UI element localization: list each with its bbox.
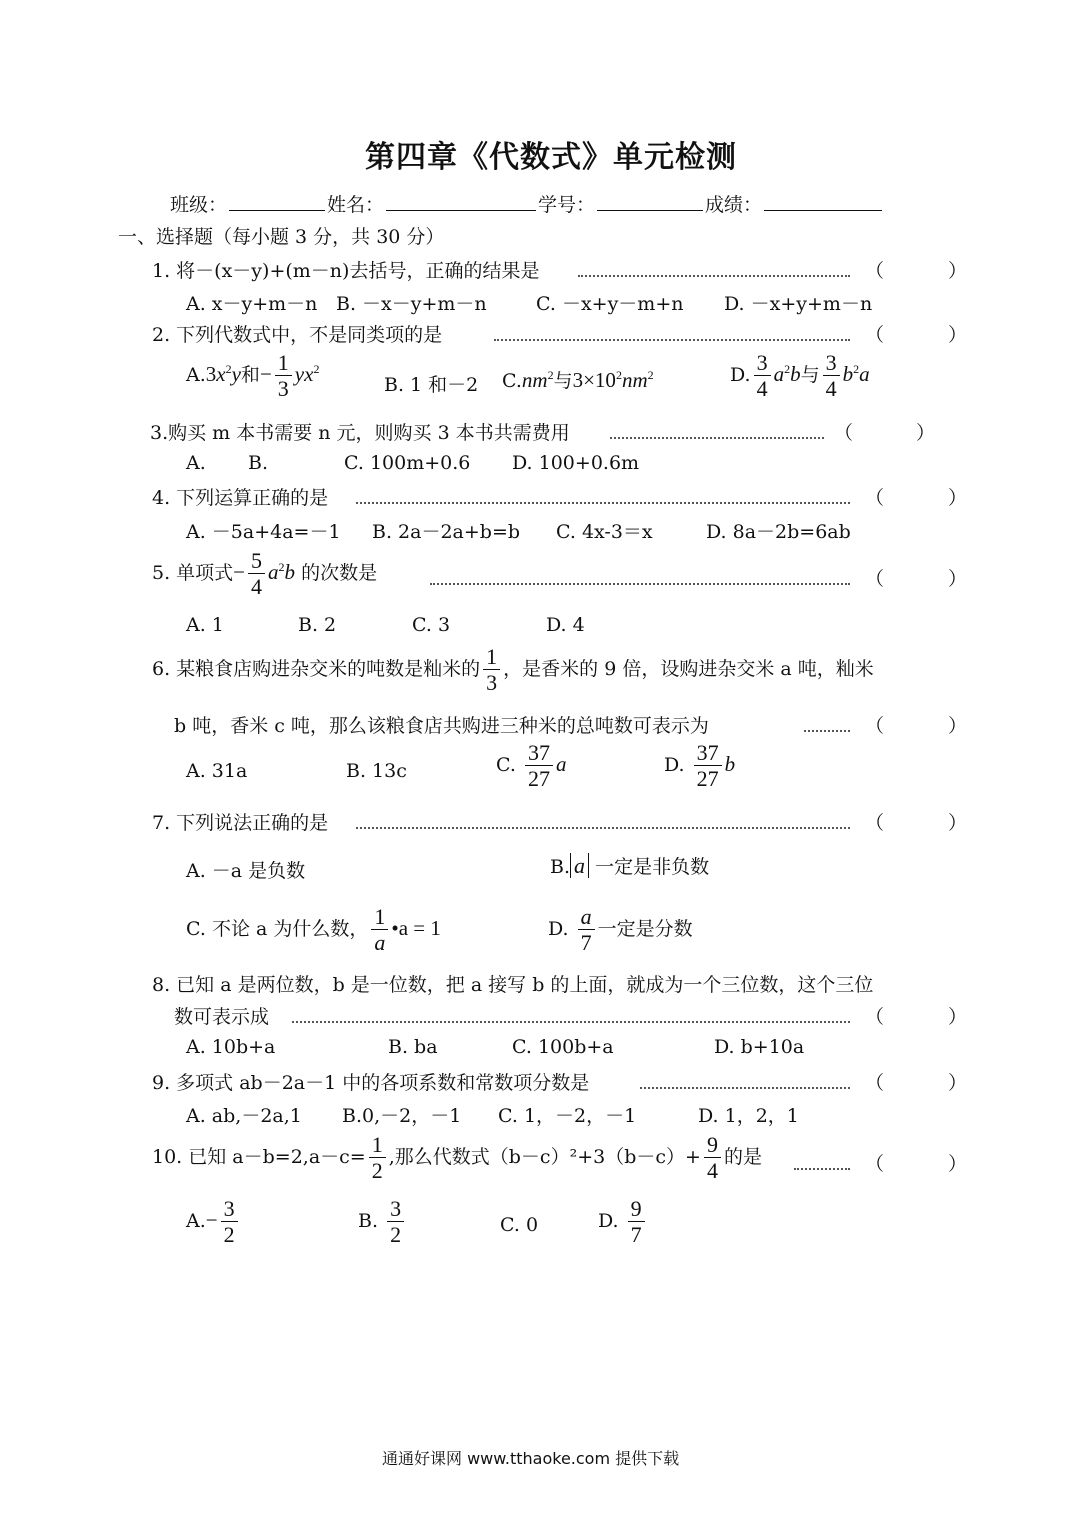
question-10-option-c: C. 0 [500,1214,539,1236]
fraction: $\frac{3}{4}$ [823,350,840,402]
question-10-option-b: B. $\frac{3}{2}$ [358,1196,407,1248]
footer-source: 通通好课网 www.tthaoke.com 提供下载 [382,1449,680,1468]
question-4-option-d: D. 8a－2b=6ab [706,521,851,543]
question-6-option-d: D. $\frac{37}{27}$ b [664,740,736,792]
leader-dots [794,1168,850,1170]
name-field[interactable] [386,192,536,211]
leader-dots [356,502,850,504]
question-5-stem: 5. 单项式− $\frac{5}{4}$ $a^2b$ 的次数是 [152,548,378,600]
question-6-line-1: 6. 某粮食店购进杂交米的吨数是籼米的 $\frac{1}{3}$ ，是香米的 9 倍，设购进杂交米 a 吨，籼米 [152,644,874,696]
page-title: 第四章《代数式》单元检测 [365,140,737,175]
answer-paren-left: （ [865,1072,885,1094]
answer-paren-left: （ [865,568,885,590]
answer-paren-right: ） [948,812,968,834]
leader-dots [356,827,850,829]
leader-dots [578,275,850,277]
question-7-option-c: C. 不论 a 为什么数， $\frac{1}{a}$ •a = 1 [186,904,441,956]
question-2-option-a: $A.3x^2y$和− $\frac{1}{3}$ $yx^2$ [186,350,320,402]
question-1-stem: 1. 将－(x－y)+(m－n)去括号，正确的结果是 [152,260,540,282]
answer-paren-left: （ [865,812,885,834]
question-3-option-b: B. [248,452,269,474]
class-field[interactable] [229,192,325,211]
score-field[interactable] [764,192,882,211]
fraction: $\frac{1}{2}$ [369,1132,386,1184]
answer-paren-left: （ [865,1006,885,1028]
fraction: $\frac{9}{4}$ [704,1132,721,1184]
question-1-option-b: B. －x－y+m－n [336,293,487,315]
question-2-stem: 2. 下列代数式中，不是同类项的是 [152,324,443,346]
answer-paren-left: （ [865,715,885,737]
question-4-option-c: C. 4x-3＝x [556,521,653,543]
question-9-option-b: B.0,－2，－1 [342,1105,462,1127]
question-8-option-c: C. 100b+a [512,1036,614,1058]
answer-paren-right: ） [948,715,968,737]
question-8-option-a: A. 10b+a [186,1036,276,1058]
question-10-option-a: A.− $\frac{3}{2}$ [186,1196,241,1248]
question-9-option-a: A. ab,－2a,1 [186,1105,302,1127]
question-4-option-b: B. 2a－2a+b=b [372,521,521,543]
score-label: 成绩： [705,194,763,216]
question-10-stem: 10. 已知 a－b=2,a－c= $\frac{1}{2}$ ,那么代数式（b－c）²+3（b－c）+ $\frac{9}{4}$ 的是 [152,1132,762,1184]
student-no-label: 学号： [538,194,596,216]
answer-paren-left: （ [834,422,854,444]
question-5-option-d: D. 4 [546,614,585,636]
answer-paren-right: ） [948,1153,968,1175]
answer-paren-left: （ [865,487,885,509]
question-5-option-a: A. 1 [186,614,224,636]
question-3-option-c: C. 100m+0.6 [344,452,471,474]
fraction: $\frac{9}{7}$ [628,1196,645,1248]
question-3-option-a: A. [186,452,206,474]
answer-paren-right: ） [948,260,968,282]
question-2-option-b: B. 1 和－2 [384,374,479,396]
fraction: $\frac{1}{a}$ [371,904,388,956]
leader-dots [494,339,850,341]
question-9-stem: 9. 多项式 ab－2a－1 中的各项系数和常数项分数是 [152,1072,590,1094]
question-7-stem: 7. 下列说法正确的是 [152,812,329,834]
question-5-option-b: B. 2 [298,614,337,636]
student-info-row [170,190,884,217]
answer-paren-left: （ [865,1153,885,1175]
answer-paren-right: ） [948,568,968,590]
question-6-option-b: B. 13c [346,760,407,782]
name-label: 姓名： [327,194,385,216]
question-9-option-c: C. 1，－2，－1 [498,1105,637,1127]
question-8-line-2: 数可表示成 [174,1006,270,1028]
fraction: $\frac{3}{2}$ [387,1196,404,1248]
fraction: $\frac{37}{27}$ [694,740,722,792]
question-6-line-2: b 吨，香米 c 吨，那么该粮食店共购进三种米的总吨数可表示为 [174,715,709,737]
answer-paren-right: ） [948,1072,968,1094]
leader-dots [292,1021,850,1023]
question-7-option-d: D. $\frac{a}{7}$ 一定是分数 [548,904,693,956]
student-no-field[interactable] [597,192,703,211]
question-2-option-c: $C.nm^2$与$3\times 10^2nm^2$ [502,368,654,392]
question-5-option-c: C. 3 [412,614,451,636]
leader-dots [804,730,850,732]
question-8-line-1: 8. 已知 a 是两位数，b 是一位数，把 a 接写 b 的上面，就成为一个三位数，这个三位 [152,974,874,996]
question-6-option-c: C. $\frac{37}{27}$ a [496,740,567,792]
question-6-option-a: A. 31a [186,760,248,782]
answer-paren-left: （ [865,324,885,346]
question-4-option-a: A. －5a+4a=－1 [186,521,341,543]
leader-dots [430,583,850,585]
question-9-option-d: D. 1，2，1 [698,1105,799,1127]
answer-paren-left: （ [865,260,885,282]
fraction: $\frac{1}{3}$ [275,350,292,402]
question-4-stem: 4. 下列运算正确的是 [152,487,329,509]
question-8-option-b: B. ba [388,1036,438,1058]
answer-paren-right: ） [948,487,968,509]
answer-paren-right: ） [916,422,936,444]
leader-dots [610,437,824,439]
fraction: $\frac{a}{7}$ [578,904,595,956]
fraction: $\frac{5}{4}$ [248,548,265,600]
fraction: $\frac{3}{2}$ [221,1196,238,1248]
question-2-option-d: D. $\frac{3}{4}$ $a^2b$与 $\frac{3}{4}$ $b^2a$ [730,350,870,402]
question-7-option-a: A. －a 是负数 [186,860,306,882]
fraction: $\frac{3}{4}$ [754,350,771,402]
question-10-option-d: D. $\frac{9}{7}$ [598,1196,648,1248]
question-8-option-d: D. b+10a [714,1036,805,1058]
question-1-option-d: D. －x+y+m－n [724,293,873,315]
question-3-option-d: D. 100+0.6m [512,452,640,474]
fraction: $\frac{1}{3}$ [483,644,500,696]
answer-paren-right: ） [948,1006,968,1028]
fraction: $\frac{37}{27}$ [525,740,553,792]
leader-dots [640,1087,850,1089]
question-1-option-a: A. x－y+m－n [186,293,318,315]
question-1-option-c: C. －x+y－m+n [536,293,684,315]
class-label: 班级： [170,194,228,216]
question-7-option-b: B. a 一定是非负数 [550,853,710,878]
question-3-stem: 3.购买 m 本书需要 n 元，则购买 3 本书共需费用 [150,422,570,444]
answer-paren-right: ） [948,324,968,346]
section-heading: 一、选择题（每小题 3 分，共 30 分） [118,226,445,248]
